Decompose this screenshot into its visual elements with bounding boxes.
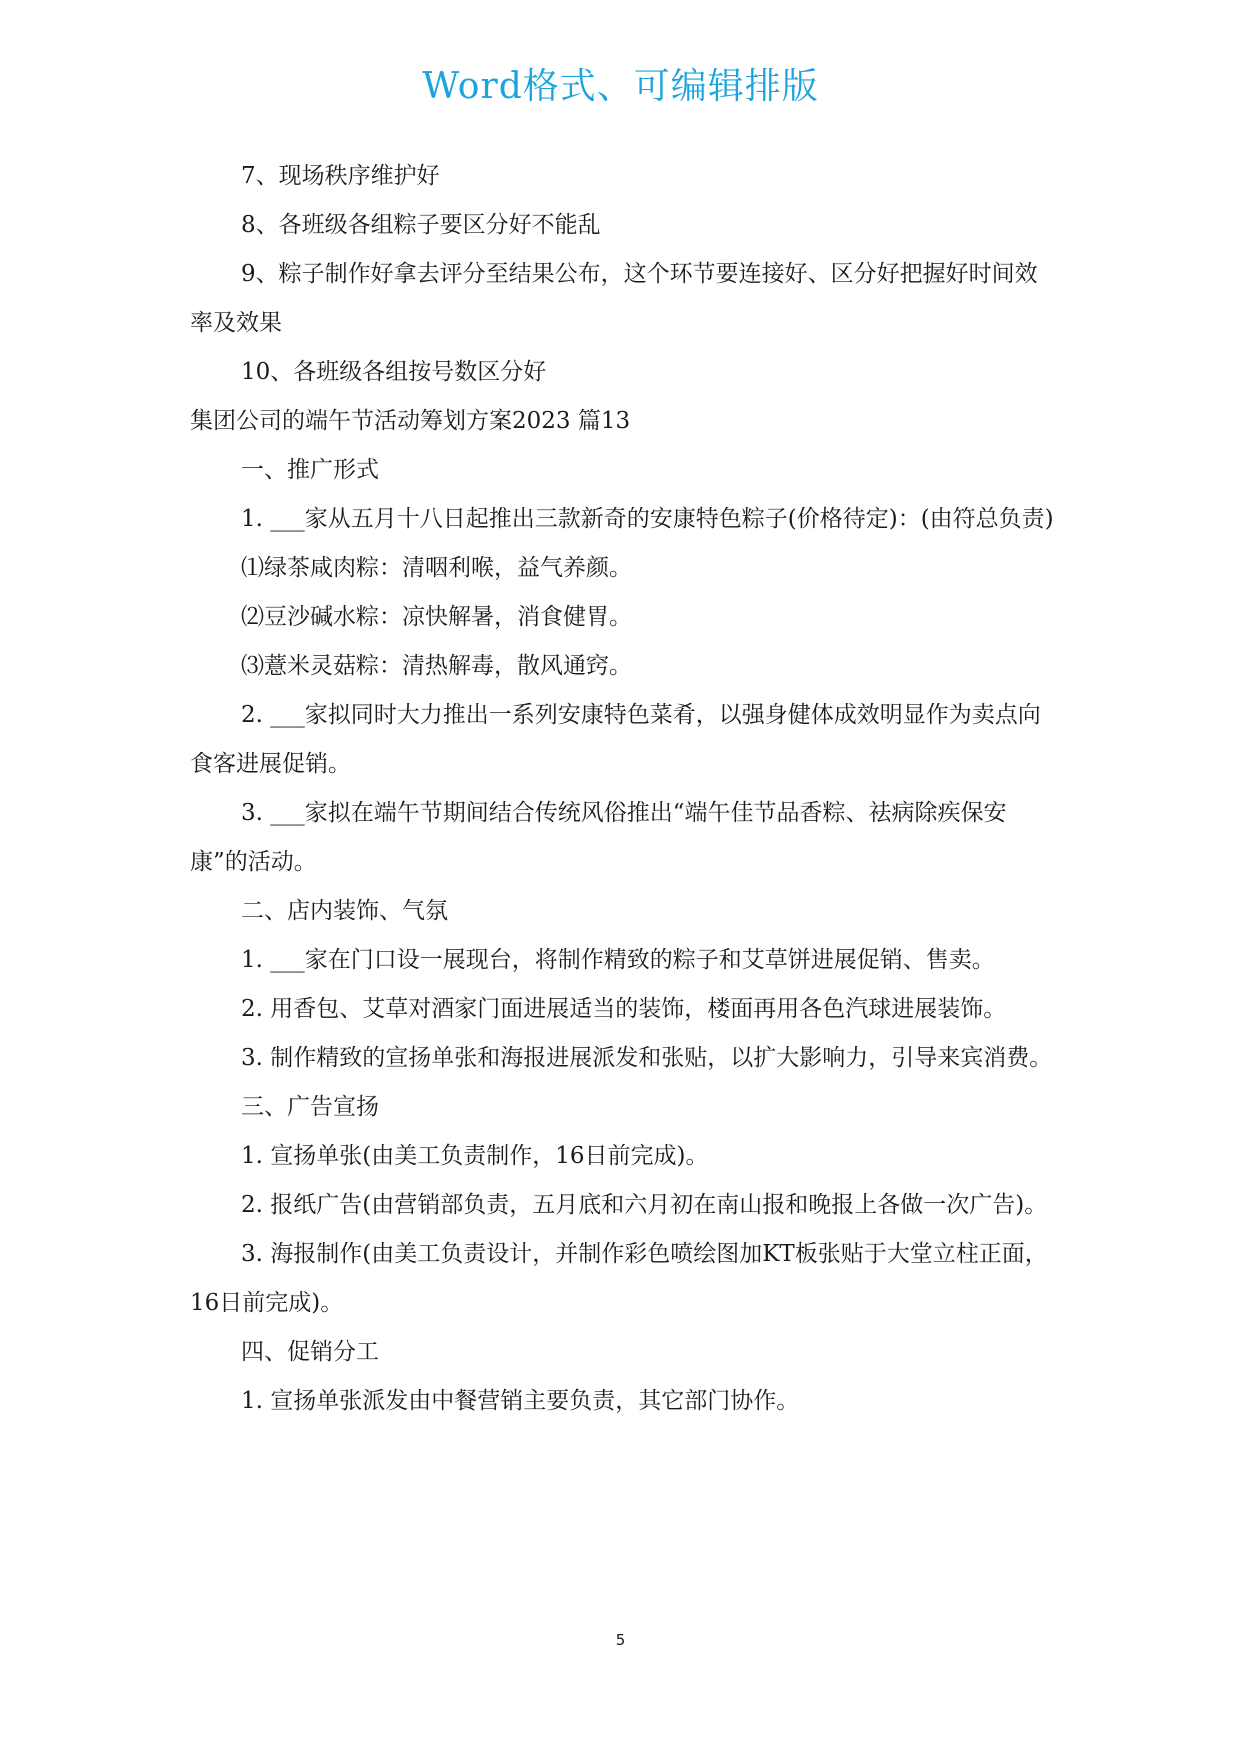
paragraph: 10、各班级各组按号数区分好: [241, 359, 547, 385]
paragraph: 2. 用香包、艾草对酒家门面进展适当的装饰，楼面再用各色汽球进展装饰。: [241, 996, 1007, 1022]
paragraph: 2. 报纸广告(由营销部负责，五月底和六月初在南山报和晚报上各做一次广告)。: [241, 1192, 1048, 1218]
page-number: 5: [615, 1631, 626, 1649]
paragraph: 三、广告宣扬: [241, 1094, 379, 1120]
paragraph: 2. ___家拟同时大力推出一系列安康特色菜肴，以强身健体成效明显作为卖点向食客进展促销。: [190, 702, 1041, 777]
paragraph: 7、现场秩序维护好: [241, 163, 440, 189]
paragraph: ⑶薏米灵菇粽：清热解毒，散风通窍。: [241, 653, 632, 679]
paragraph: 9、粽子制作好拿去评分至结果公布，这个环节要连接好、区分好把握好时间效率及效果: [190, 261, 1038, 336]
paragraph: ⑵豆沙碱水粽：凉快解暑，消食健胃。: [241, 604, 632, 630]
paragraph: 一、推广形式: [241, 457, 379, 483]
paragraph: 3. 制作精致的宣扬单张和海报进展派发和张贴，以扩大影响力，引导来宾消费。: [241, 1045, 1053, 1071]
paragraph: 3. ___家拟在端午节期间结合传统风俗推出“端午佳节品香粽、祛病除疾保安康”的活动。: [190, 800, 1007, 875]
paragraph: 1. 宣扬单张(由美工负责制作，16日前完成)。: [241, 1143, 709, 1169]
page-header-title: Word格式、可编辑排版: [422, 66, 819, 107]
document-body: [190, 152, 1060, 1426]
paragraph: 四、促销分工: [241, 1339, 379, 1365]
paragraph: 1. ___家在门口设一展现台，将制作精致的粽子和艾草饼进展促销、售卖。: [241, 947, 995, 973]
paragraph: 3. 海报制作(由美工负责设计，并制作彩色喷绘图加KT板张贴于大堂立柱正面，16日前完成)。: [190, 1241, 1048, 1316]
paragraph: 1. 宣扬单张派发由中餐营销主要负责，其它部门协作。: [241, 1388, 800, 1414]
paragraph: 1. ___家从五月十八日起推出三款新奇的安康特色粽子(价格待定)：(由符总负责): [241, 506, 1054, 532]
paragraph: 二、店内装饰、气氛: [241, 898, 448, 924]
section-heading: 集团公司的端午节活动筹划方案2023 篇13: [190, 408, 631, 434]
paragraph: ⑴绿茶咸肉粽：清咽利喉，益气养颜。: [241, 555, 632, 581]
paragraph: 8、各班级各组粽子要区分好不能乱: [241, 212, 601, 238]
